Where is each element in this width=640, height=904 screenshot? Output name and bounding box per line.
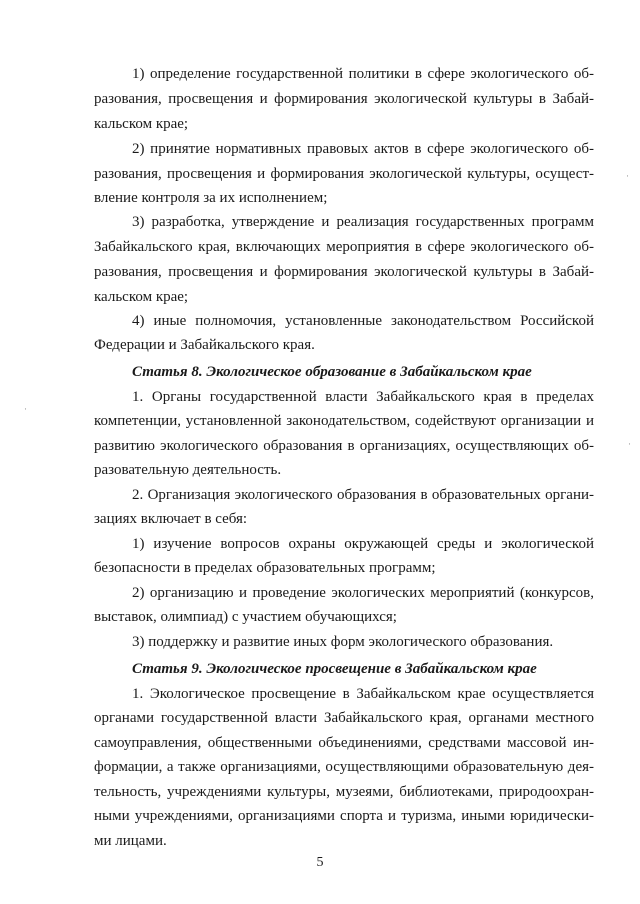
article-8-paragraph-line: разовательную деятельность. [94, 462, 282, 478]
list-item-1-line: 1) определение государственной политики в сфере экологического об- [132, 66, 594, 82]
list-item-1-line: разования, просвещения и формирования экологической культуры в Забай- [94, 91, 594, 107]
article-9-paragraph-line: 1. Экологическое просвещение в Забайкальском крае осуществляется [132, 686, 594, 702]
article-9-paragraph-line: органами государственной власти Забайкальского края, органами местного [94, 710, 594, 726]
list-item-1-line: кальском крае; [94, 116, 189, 132]
article-8-paragraph-line: 2) организацию и проведение экологических мероприятий (конкурсов, [132, 585, 594, 601]
list-item-2-line: вление контроля за их исполнением; [94, 190, 328, 206]
article-8-paragraph-line: зациях включает в себя: [94, 511, 248, 527]
list-item-3-line: разования, просвещения и формирования экологической культуры в Забай- [94, 264, 594, 280]
article-9-heading: Статья 9. Экологическое просвещение в Забайкальском крае [132, 661, 537, 677]
scan-speck: · [626, 171, 629, 181]
article-9-paragraph-line: ми лицами. [94, 833, 167, 849]
list-item-4-line: Федерации и Забайкальского края. [94, 337, 315, 353]
article-8-paragraph-line: 3) поддержку и развитие иных форм экологического образования. [132, 634, 554, 650]
article-8-paragraph-line: 1) изучение вопросов охраны окружающей среды и экологической [132, 536, 594, 552]
list-item-3-line: Забайкальского края, включающих мероприятия в сфере экологического об- [94, 239, 594, 255]
article-9-paragraph-line: самоуправления, общественными объединениями, средствами массовой ин- [94, 735, 594, 751]
list-item-2-line: разования, просвещения и формирования экологической культуры, осущест- [94, 166, 594, 182]
list-item-2-line: 2) принятие нормативных правовых актов в сфере экологического об- [132, 141, 594, 157]
list-item-3-line: кальском крае; [94, 289, 189, 305]
article-8-paragraph-line: компетенции, установленной законодательством, содействуют организации и [94, 413, 594, 429]
article-8-paragraph-line: развитию экологического образования в организациях, осуществляющих об- [94, 438, 594, 454]
article-8-paragraph-line: безопасности в пределах образовательных программ; [94, 560, 436, 576]
article-8-heading: Статья 8. Экологическое образование в Забайкальском крае [132, 364, 532, 380]
list-item-3-line: 3) разработка, утверждение и реализация государственных программ [132, 214, 594, 230]
scan-speck: · [24, 404, 27, 414]
article-8-paragraph-line: выставок, олимпиад) с участием обучающихся; [94, 609, 397, 625]
article-9-paragraph-line: ными учреждениями, организациями спорта и туризма, иными юридически- [94, 808, 594, 824]
page-number: 5 [316, 855, 324, 870]
article-8-paragraph-line: 1. Органы государственной власти Забайкальского края в пределах [132, 389, 594, 405]
scan-speck: · [628, 439, 631, 449]
article-8-paragraph-line: 2. Организация экологического образования в образовательных органи- [132, 487, 594, 503]
article-9-paragraph-line: формации, а также организациями, осуществляющими образовательную дея- [94, 759, 594, 775]
article-9-paragraph-line: тельность, учреждениями культуры, музеями, библиотеками, природоохран- [94, 784, 594, 800]
list-item-4-line: 4) иные полномочия, установленные законодательством Российской [132, 313, 594, 329]
